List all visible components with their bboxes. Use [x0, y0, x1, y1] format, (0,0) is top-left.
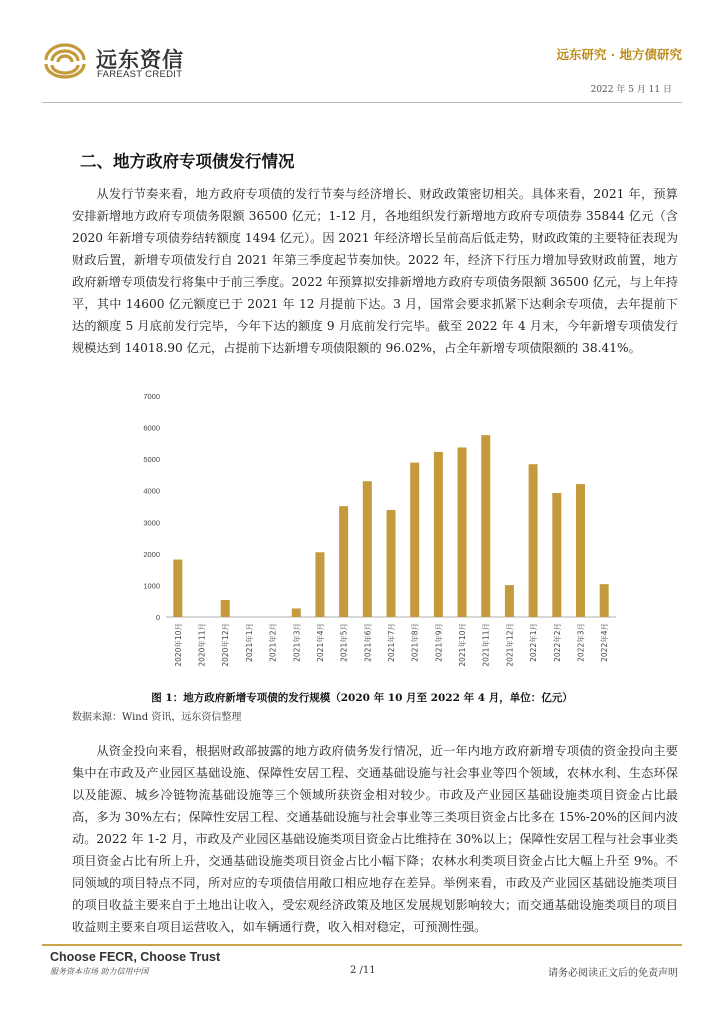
x-tick-label: 2021年4月 [315, 623, 325, 662]
logo-name-cn: 远东资信 [96, 48, 184, 72]
header-tag: 远东研究 · 地方债研究 [556, 47, 682, 62]
bar [363, 481, 372, 617]
section-title: 二、地方政府专项债发行情况 [80, 152, 295, 171]
figure-caption: 图 1：地方政府新增专项债的发行规模（2020 年 10 月至 2022 年 4 月，单位：亿元） [151, 692, 573, 704]
x-tick-label: 2022年4月 [600, 623, 610, 662]
bar [173, 560, 182, 617]
bar [576, 484, 585, 617]
x-tick-label: 2022年2月 [552, 623, 562, 662]
company-logo-icon [42, 40, 88, 80]
x-tick-label: 2021年2月 [268, 623, 278, 662]
bar [481, 435, 490, 617]
y-tick-label: 0 [155, 613, 160, 622]
x-tick-label: 2021年10月 [458, 623, 468, 667]
bar [410, 463, 419, 617]
bar [505, 585, 514, 617]
footer-slogan: 服务资本市场 助力信用中国 [50, 967, 149, 976]
header-divider [42, 102, 682, 103]
x-tick-label: 2022年1月 [529, 623, 539, 662]
y-tick-label: 4000 [143, 486, 160, 496]
y-tick-label: 2000 [143, 549, 160, 559]
page-number: 2 /11 [350, 965, 376, 976]
y-tick-label: 7000 [143, 392, 160, 401]
bar [221, 600, 230, 617]
x-tick-label: 2020年12月 [221, 623, 231, 667]
logo-name-en: FAREAST CREDIT [97, 69, 183, 80]
y-tick-label: 5000 [143, 455, 160, 465]
bar [292, 608, 301, 617]
footer-divider [42, 944, 682, 946]
bar [434, 452, 443, 617]
bar [552, 493, 561, 617]
bar [600, 584, 609, 617]
paragraph-fund-allocation: 从资金投向来看，根据财政部披露的地方政府债务发行情况，近一年内地方政府新增专项债的资金投向主要集中在市政及产业园区基础设施、保障性安居工程、交通基础设施与社会事业等四个领域，农林水利、生态环保以及能源、城乡冷链物流基础设施等三个领域所获资金相对较少。市政及产业园区基础设施类项目资金占比最高，多为 30%左右；保障性安居工程、交通基础设施与社会事业等三类项目资金占比多在 15%-20%的区间内波动。2022 年 1-2 月，市政及产业园区基础设施类项目资金占比维持在 30%以上；保障性安居工程与社会事业类项目资金占比有所上升，交通基础设施类项目资金占比小幅下降；农林水利类项目资金占比大幅上升至 9%。不同领域的项目特点不同，所对应的专项债信用敞口相应地存在差异。举例来看，市政及产业园区基础设施类项目的项目收益主要来自于土地出让收入，受宏观经济政策及地区发展规划影响较大；而交通基础设施类项目的项目收益则主要来自项目运营收入，如车辆通行费，收入相对稳定，可预测性强。 [72, 744, 678, 934]
figure-source: 数据来源：Wind 资讯，远东资信整理 [72, 712, 242, 723]
x-tick-label: 2022年3月 [576, 623, 586, 662]
paragraph-issuance-pace: 从发行节奏来看，地方政府专项债的发行节奏与经济增长、财政政策密切相关。具体来看，2021 年，预算安排新增地方政府专项债务限额 36500 亿元；1-12 月，各地组织发行新增地方政府专项债券 35844 亿元（含 2020 年新增专项债券结转额度 1494 亿元）。因 2021 年经济增长呈前高后低走势，财政政策的主要特征表现为财政后置，新增专项债发行自 2021 年第三季度起节奏加快。2022 年，经济下行压力增加导致财政前置，地方政府新增专项债发行将集中于前三季度。2022 年预算拟安排新增地方政府专项债务限额 36500 亿元，与上年持平，其中 14600 亿元额度已于 2021 年 12 月提前下达。3 月，国常会要求抓紧下达剩余专项债，去年提前下达的额度 5 月底前发行完毕，今年下达的额度 9 月底前发行完毕。截至 2022 年 4 月末，今年新增专项债发行规模达到 14018.90 亿元，占提前下达新增专项债限额的 96.02%，占全年新增专项债限额的 38.41%。 [72, 187, 679, 355]
x-tick-label: 2021年11月 [481, 623, 491, 667]
x-tick-label: 2020年10月 [173, 623, 183, 667]
x-tick-label: 2021年5月 [339, 623, 349, 662]
x-tick-label: 2021年1月 [244, 623, 254, 662]
bar [315, 552, 324, 617]
x-tick-label: 2021年12月 [505, 623, 515, 667]
report-date: 2022 年 5 月 11 日 [590, 85, 672, 95]
y-tick-label: 1000 [143, 581, 160, 591]
bar [339, 506, 348, 617]
x-tick-label: 2021年7月 [387, 623, 396, 662]
x-tick-label: 2021年9月 [434, 623, 444, 662]
x-tick-label: 2020年11月 [197, 623, 207, 667]
footer-brand: Choose FECR, Choose Trust [50, 950, 221, 964]
y-tick-label: 6000 [143, 423, 160, 433]
y-tick-label: 3000 [143, 518, 160, 528]
bar [529, 464, 538, 617]
footer-disclaimer: 请务必阅读正文后的免责声明 [548, 968, 678, 979]
x-tick-label: 2021年8月 [410, 623, 420, 662]
x-tick-label: 2021年6月 [363, 623, 373, 662]
bar [387, 510, 396, 617]
x-tick-label: 2021年3月 [292, 623, 302, 662]
bar [458, 447, 467, 617]
issuance-bar-chart [130, 388, 630, 678]
